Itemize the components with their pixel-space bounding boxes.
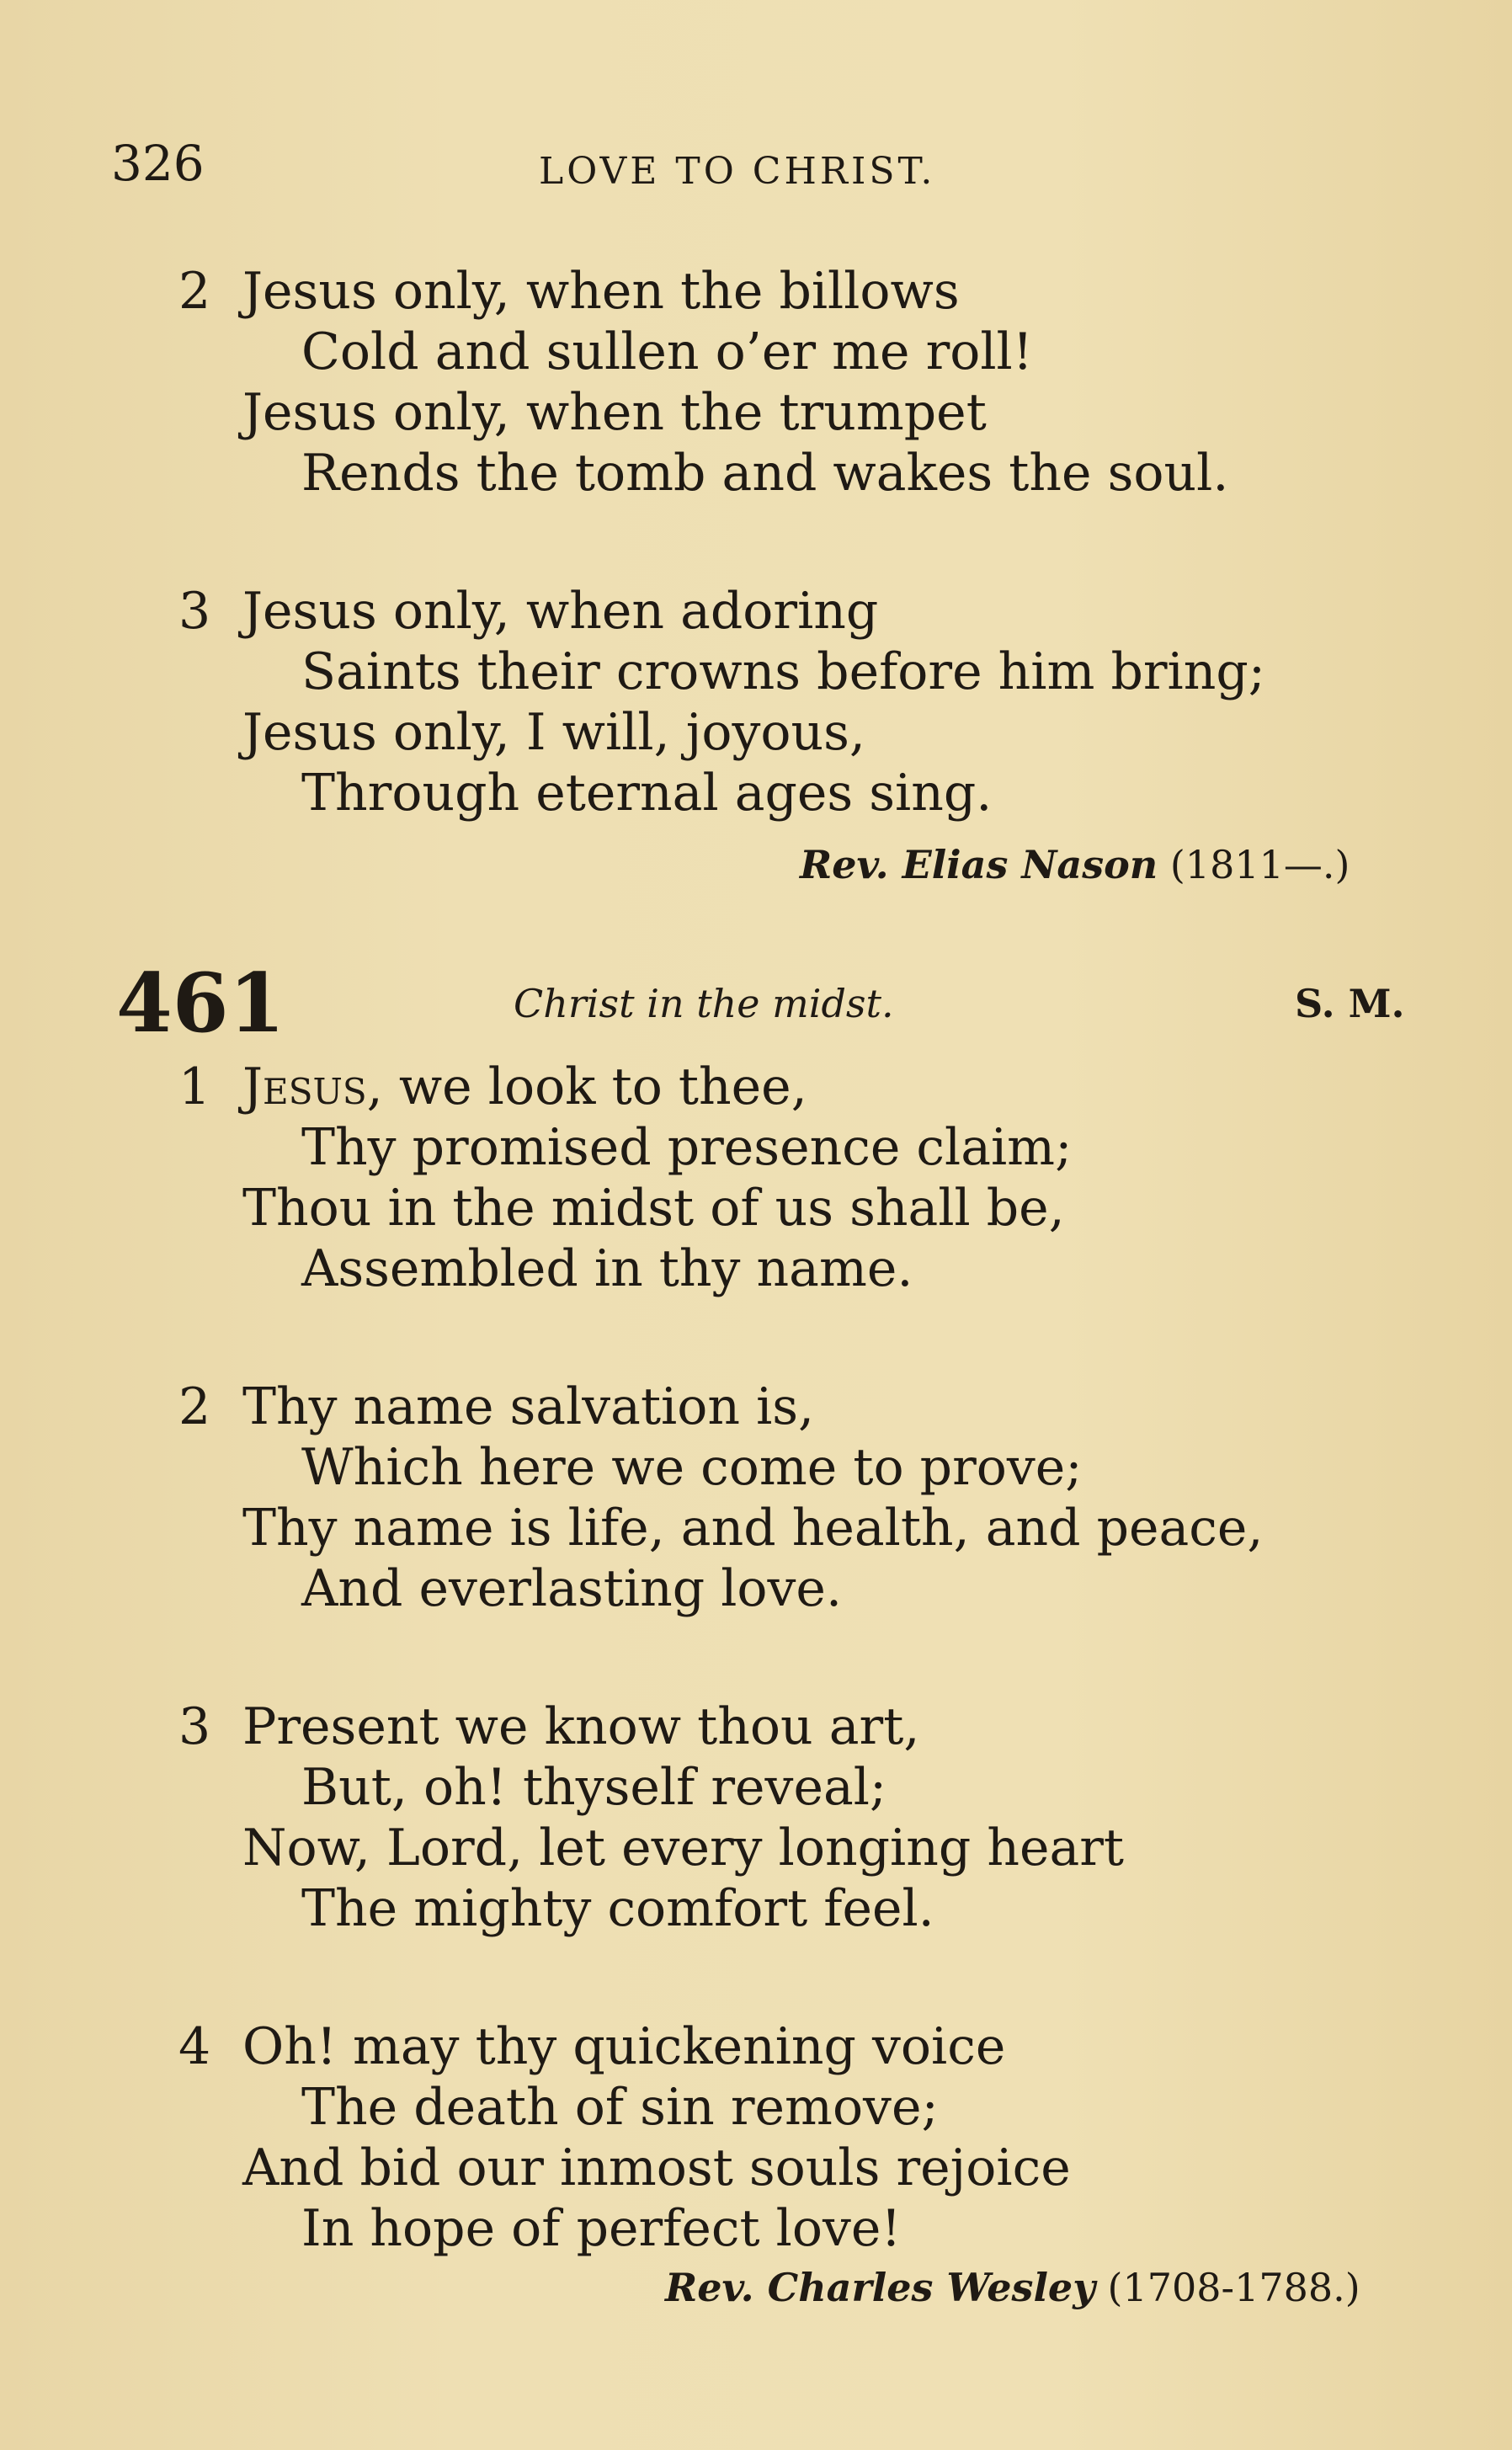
stanza-line: Jesus only, when the trumpet	[242, 383, 987, 442]
stanza-number: 2	[178, 1377, 211, 1436]
stanza-line: Assembled in thy name.	[301, 1239, 913, 1298]
stanza-line: Thou in the midst of us shall be,	[242, 1179, 1065, 1238]
hymn-heading	[0, 956, 1512, 1051]
stanza-line: Oh! may thy quickening voice	[242, 2017, 1006, 2076]
stanza-line: Rends the tomb and wakes the soul.	[301, 444, 1229, 503]
stanza-line: The mighty comfort feel.	[301, 1879, 934, 1938]
hymn-attribution	[665, 2265, 1360, 2310]
stanza-number: 3	[178, 582, 211, 641]
stanza-line: Which here we come to prove;	[301, 1438, 1083, 1497]
author-dates: (1811—.)	[1169, 842, 1350, 887]
stanza-line: Thy name is life, and health, and peace,	[242, 1499, 1264, 1558]
hymn-meter: S. M.	[1295, 981, 1405, 1026]
stanza-number: 1	[178, 1057, 211, 1116]
stanza-line: Jesus only, I will, joyous,	[242, 703, 865, 762]
stanza-line: The death of sin remove;	[301, 2078, 939, 2137]
stanza-line: In hope of perfect love!	[301, 2199, 902, 2258]
stanza-number: 3	[178, 1697, 211, 1756]
stanza-number: 4	[178, 2017, 211, 2076]
stanza-line: Jesus, we look to thee,	[242, 1057, 807, 1116]
prev-hymn-attribution	[800, 842, 1350, 887]
page-header	[0, 135, 1512, 202]
stanza-line: Now, Lord, let every longing heart	[242, 1819, 1125, 1877]
stanza-line: Jesus only, when the billows	[242, 262, 960, 321]
stanza-line: Through eternal ages sing.	[301, 764, 993, 823]
stanza-line: Saints their crowns before him bring;	[301, 642, 1266, 701]
first-word: Jesus,	[242, 1057, 383, 1116]
stanza-line: Thy promised presence claim;	[301, 1118, 1073, 1177]
author-name: Rev. Charles Wesley	[665, 2265, 1095, 2310]
page-number: 326	[111, 135, 205, 192]
stanza-line: Cold and sullen o’er me roll!	[301, 322, 1033, 381]
hymn-number: 461	[116, 956, 285, 1051]
author-name: Rev. Elias Nason	[800, 842, 1158, 887]
stanza-line: But, oh! thyself reveal;	[301, 1758, 887, 1817]
author-dates: (1708-1788.)	[1107, 2265, 1360, 2310]
stanza-line: And everlasting love.	[301, 1559, 843, 1618]
stanza-number: 2	[178, 262, 211, 321]
stanza-line: Thy name salvation is,	[242, 1377, 815, 1436]
stanza-line: Present we know thou art,	[242, 1697, 920, 1756]
stanza-line: Jesus only, when adoring	[242, 582, 879, 641]
hymn-title: Christ in the midst.	[514, 981, 894, 1026]
running-title: LOVE TO CHRIST.	[539, 150, 936, 193]
stanza-line: And bid our inmost souls rejoice	[242, 2138, 1071, 2197]
